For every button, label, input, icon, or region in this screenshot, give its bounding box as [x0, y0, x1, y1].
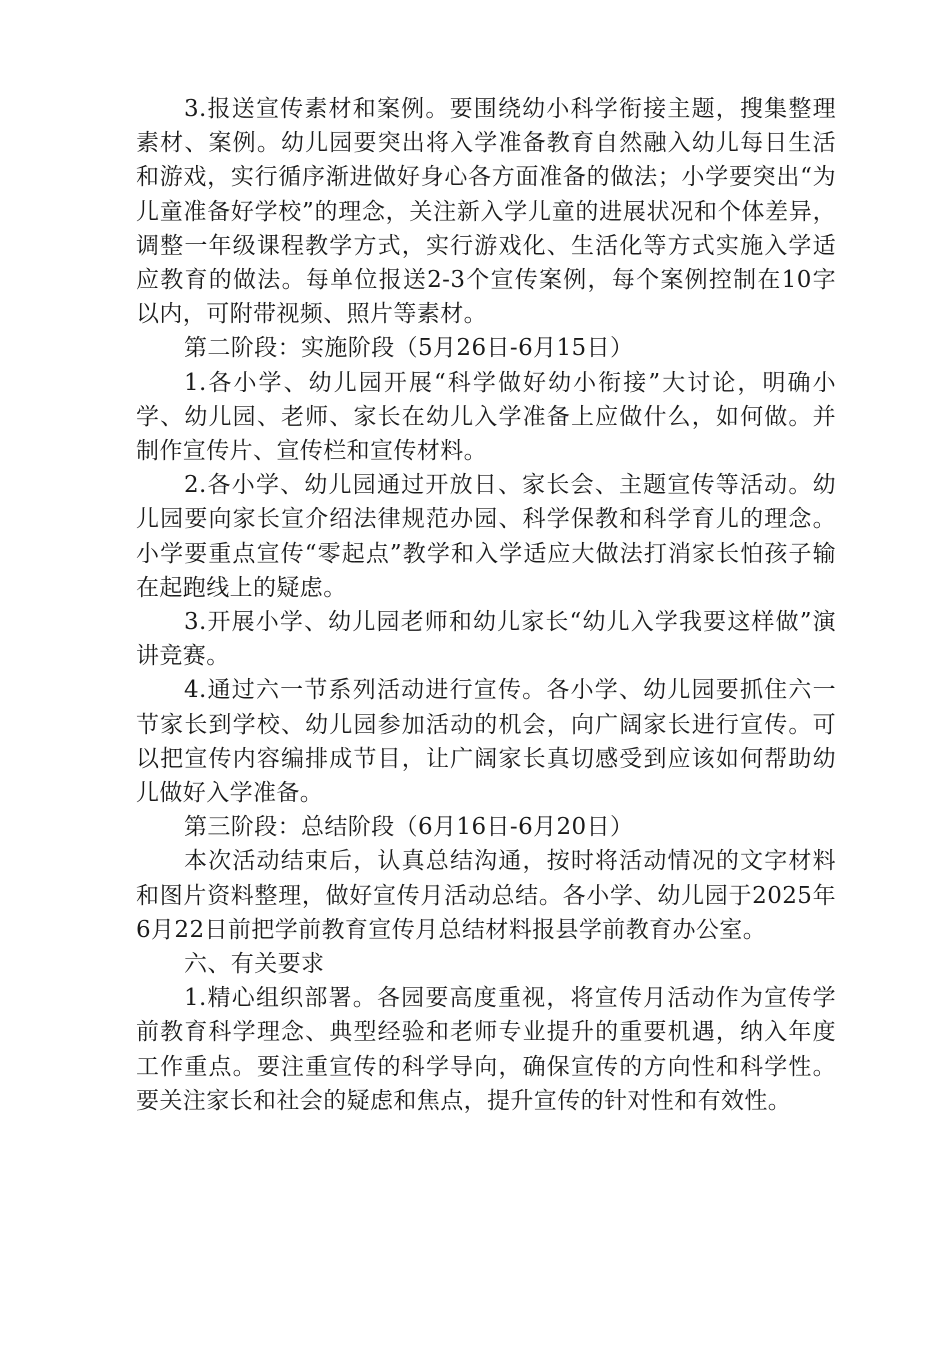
paragraph-open-day: 2.各小学、幼儿园通过开放日、家长会、主题宣传等活动。幼儿园要向家长宣介绍法律规范办园、科学保教和科学育儿的理念。小学要重点宣传“零起点”教学和入学适应大做法打消家长怕孩子输在起跑线上的疑虑。: [136, 472, 836, 601]
paragraph-submit-materials: 3.报送宣传素材和案例。要围绕幼小科学衔接主题，搜集整理素材、案例。幼儿园要突出将入学准备教育自然融入幼儿每日生活和游戏，实行循序渐进做好身心各方面准备的做法；小学要突出“为儿童准备好学校”的理念，关注新入学儿童的进展状况和个体差异，调整一年级课程教学方式，实行游戏化、生活化等方式实施入学适应教育的做法。每单位报送2-3个宣传案例，每个案例控制在10字以内，可附带视频、照片等素材。: [136, 96, 836, 328]
heading-phase-three: 第三阶段：总结阶段（6月16日-6月20日）: [184, 814, 634, 841]
document-body: [136, 92, 836, 1118]
paragraph-speech-contest: 3.开展小学、幼儿园老师和幼儿家长“幼儿入学我要这样做”演讲竞赛。: [136, 609, 836, 670]
paragraph-organize: 1.精心组织部署。各园要高度重视，将宣传月活动作为宣传学前教育科学理念、典型经验和老师专业提升的重要机遇，纳入年度工作重点。要注重宣传的科学导向，确保宣传的方向性和科学性。要关注家长和社会的疑虑和焦点，提升宣传的针对性和有效性。: [136, 985, 836, 1114]
paragraph-summary: 本次活动结束后，认真总结沟通，按时将活动情况的文字材料和图片资料整理，做好宣传月活动总结。各小学、幼儿园于2025年6月22日前把学前教育宣传月总结材料报县学前教育办公室。: [136, 848, 836, 943]
heading-requirements: 六、有关要求: [184, 951, 325, 978]
paragraph-discussion: 1.各小学、幼儿园开展“科学做好幼小衔接”大讨论，明确小学、幼儿园、老师、家长在幼儿入学准备上应做什么，如何做。并制作宣传片、宣传栏和宣传材料。: [136, 369, 836, 465]
heading-phase-two: 第二阶段：实施阶段（5月26日-6月15日）: [184, 335, 634, 362]
paragraph-childrens-day: 4.通过六一节系列活动进行宣传。各小学、幼儿园要抓住六一节家长到学校、幼儿园参加活动的机会，向广阔家长进行宣传。可以把宣传内容编排成节目，让广阔家长真切感受到应该如何帮助幼儿做好入学准备。: [136, 677, 836, 807]
